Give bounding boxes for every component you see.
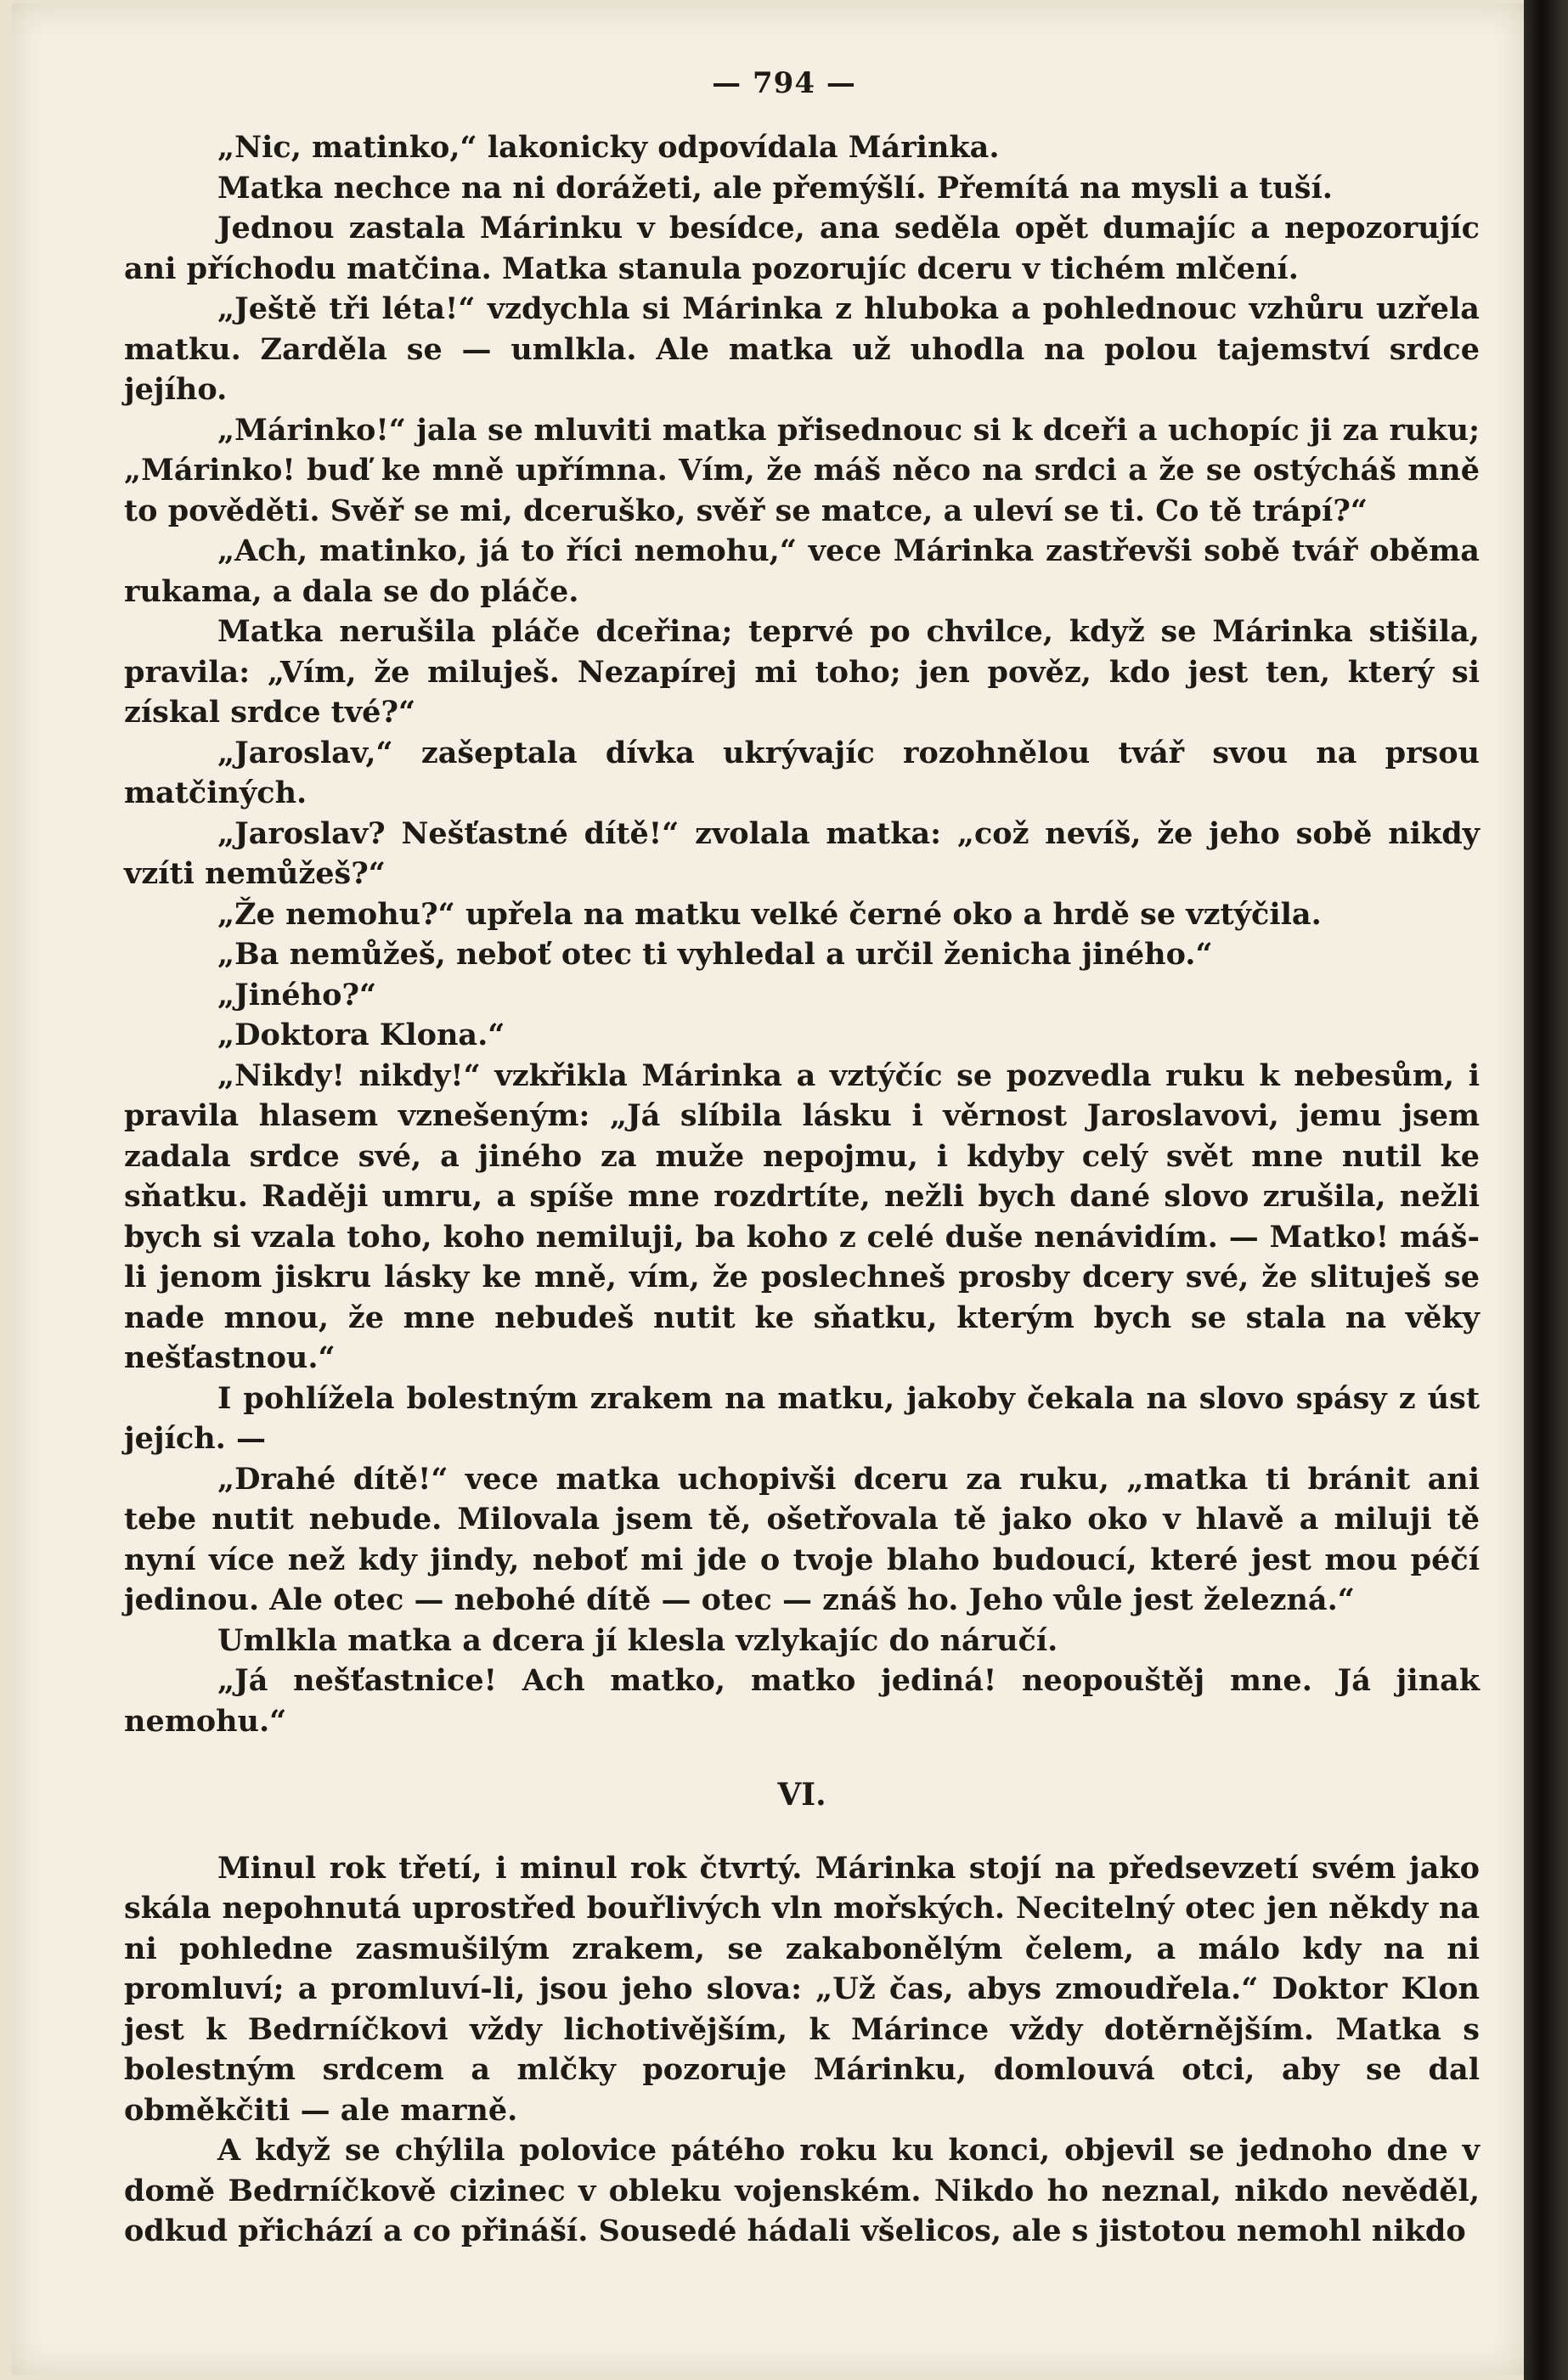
paragraph: „Ba nemůžeš, neboť otec ti vyhledal a určil ženicha jiného.“ xyxy=(217,937,1213,972)
paragraph: „Drahé dítě!“ vece matka uchopivši dceru za ruku, „matka ti bránit ani tebe nutit nebude. Milovala jsem tě, ošetřovala tě jako oko v hlavě a miluji tě nyní více než kdy jindy, neboť mi jde o tvoje blaho budoucí, které jest mou péčí jedinou. Ale otec — nebohé dítě — otec — znáš ho. Jeho vůle jest železná.“ xyxy=(124,1461,1480,1617)
paragraph: „Jaroslav,“ zašeptala dívka ukrývajíc rozohnělou tvář svou na prsou matčiných. xyxy=(124,735,1480,810)
paragraph: „Doktora Klona.“ xyxy=(217,1018,505,1052)
paragraph: „Nikdy! nikdy!“ vzkřikla Márinka a vztýčíc se pozvedla ruku k nebesům, i pravila hlasem vznešeným: „Já slíbila lásku i věrnost Jaroslavovi, jemu jsem zadala srdce své, a jiného za muže nepojmu, i kdyby celý svět mne nutil ke sňatku. Raději umru, a spíše mne rozdrtíte, nežli bych dané slovo zrušila, nežli bych si vzala toho, koho nemiluji, ba koho z celé duše nenávidím. — Matko! máš-li jenom jiskru lásky ke mně, vím, že poslechneš prosby dcery své, že slituješ se nade mnou, že mne nebudeš nutit ke sňatku, kterým bych se stala na věky nešťastnou.“ xyxy=(124,1057,1480,1375)
section-heading: VI. xyxy=(777,1777,826,1813)
paragraph: A když se chýlila polovice pátého roku ku konci, objevil se jednoho dne v domě Bedrníčkově cizinec v obleku vojenském. Nikdo ho neznal, nikdo nevěděl, odkud přichází a co přináší. Sousedé hádali všelicos, ale s jistotou nemohl nikdo xyxy=(124,2133,1480,2248)
paragraph: „Jaroslav? Nešťastné dítě!“ zvolala matka: „což nevíš, že jeho sobě nikdy vzíti nemůžeš?“ xyxy=(124,815,1480,891)
paragraph: Jednou zastala Márinku v besídce, ana seděla opět dumajíc a nepozorujíc ani příchodu matčina. Matka stanula pozorujíc dceru v tichém mlčení. xyxy=(124,211,1480,286)
page-number: — 794 — xyxy=(712,66,856,100)
body-text xyxy=(124,127,1480,2252)
paragraph: I pohlížela bolestným zrakem na matku, jakoby čekala na slovo spásy z úst jejích. — xyxy=(124,1380,1480,1456)
paragraph: „Ach, matinko, já to říci nemohu,“ vece Márinka zastřevši sobě tvář oběma rukama, a dala se do pláče. xyxy=(124,533,1480,609)
book-spine xyxy=(1524,0,1568,2380)
paragraph: „Já nešťastnice! Ach matko, matko jediná! neopouštěj mne. Já jinak nemohu.“ xyxy=(124,1663,1480,1739)
paragraph: Minul rok třetí, i minul rok čtvrtý. Márinka stojí na předsevzetí svém jako skála nepohnutá uprostřed bouřlivých vln mořských. Necitelný otec jen někdy na ni pohledne zasmušilým zrakem, se zakabonělým čelem, a málo kdy na ni promluví; a promluví-li, jsou jeho slova: „Už čas, abys zmoudřela.“ Doktor Klon jest k Bedrníčkovi vždy lichotivějším, k Márince vždy dotěrnějším. Matka s bolestným srdcem a mlčky pozoruje Márinku, domlouvá otci, aby se dal obměkčiti — ale marně. xyxy=(124,1850,1480,2128)
paragraph: Matka nerušila pláče dceřina; teprvé po chvilce, když se Márinka stišila, pravila: „Vím, že miluješ. Nezapírej mi toho; jen pověz, kdo jest ten, který si získal srdce tvé?“ xyxy=(124,614,1480,730)
paragraph: „Nic, matinko,“ lakonicky odpovídala Márinka. xyxy=(217,130,1000,165)
paragraph: „Márinko!“ jala se mluviti matka přisednouc si k dceři a uchopíc ji za ruku; „Márinko! buď ke mně upřímna. Vím, že máš něco na srdci a že se ostýcháš mně to pověděti. Svěř se mi, dceruško, svěř se matce, a uleví se ti. Co tě trápí?“ xyxy=(124,412,1480,528)
paragraph: „Že nemohu?“ upřela na matku velké černé oko a hrdě se vztýčila. xyxy=(217,896,1322,932)
paragraph: Umlkla matka a dcera jí klesla vzlykajíc do náručí. xyxy=(217,1622,1058,1658)
paragraph: „Ještě tři léta!“ vzdychla si Márinka z hluboka a pohlednouc vzhůru uzřela matku. Zarděla se — umlkla. Ale matka už uhodla na polou tajemství srdce jejího. xyxy=(124,291,1480,407)
paragraph: „Jiného?“ xyxy=(217,977,377,1012)
paragraph: Matka nechce na ni dorážeti, ale přemýšlí. Přemítá na mysli a tuší. xyxy=(217,170,1333,206)
